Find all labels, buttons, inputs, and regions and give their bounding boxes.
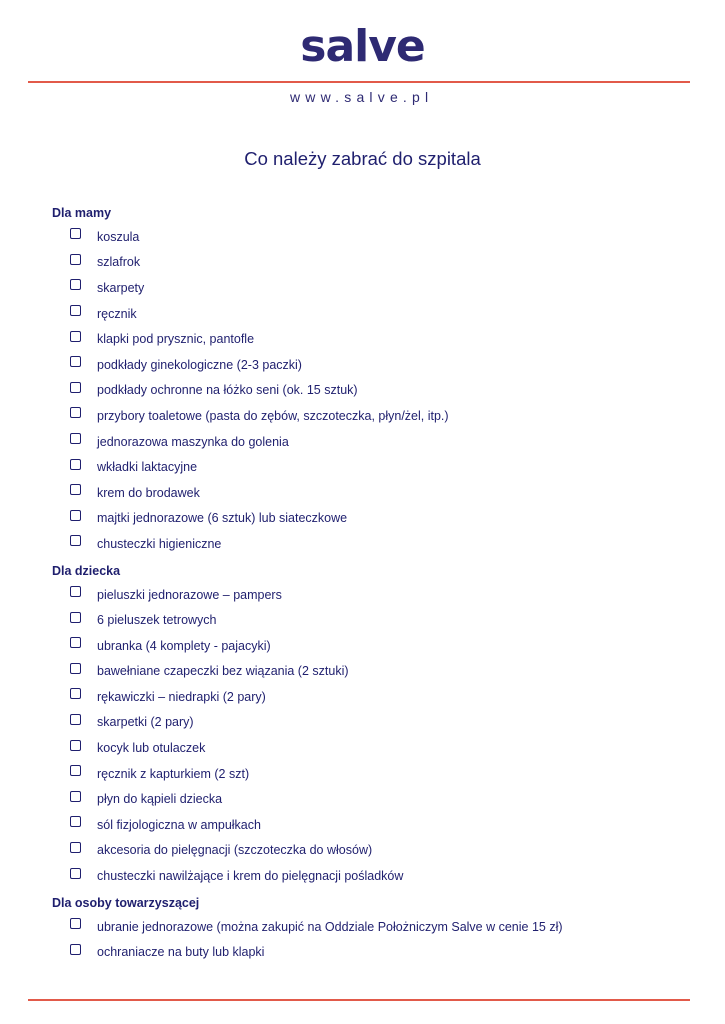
- checklist-item[interactable]: [52, 812, 692, 838]
- salve-logo: salve: [300, 21, 425, 72]
- checklist-item[interactable]: [52, 454, 692, 480]
- item-label: ręcznik: [97, 306, 137, 321]
- item-label: rękawiczki – niedrapki (2 pary): [97, 689, 266, 704]
- checklist-item[interactable]: [52, 403, 692, 429]
- checkbox-icon[interactable]: [70, 433, 81, 444]
- checkbox-icon[interactable]: [70, 254, 81, 265]
- checkbox-icon[interactable]: [70, 612, 81, 623]
- checklist-item[interactable]: [52, 786, 692, 812]
- item-label: bawełniane czapeczki bez wiązania (2 sztuki): [97, 664, 349, 679]
- checkbox-icon[interactable]: [70, 228, 81, 239]
- checklist-item[interactable]: [52, 301, 692, 327]
- checklist-item[interactable]: [52, 761, 692, 787]
- checkbox-icon[interactable]: [70, 535, 81, 546]
- checkbox-icon[interactable]: [70, 586, 81, 597]
- checkbox-icon[interactable]: [70, 663, 81, 674]
- checklist-item[interactable]: [52, 838, 692, 864]
- item-label: chusteczki higieniczne: [97, 536, 222, 551]
- checkbox-icon[interactable]: [70, 356, 81, 367]
- item-label: podkłady ochronne na łóżko seni (ok. 15 sztuk): [97, 383, 358, 398]
- item-label: ubranie jednorazowe (można zakupić na Oddziale Położniczym Salve w cenie 15 zł): [97, 919, 563, 934]
- item-label: ubranka (4 komplety - pajacyki): [97, 638, 271, 653]
- checkbox-icon[interactable]: [70, 918, 81, 929]
- item-label: podkłady ginekologiczne (2-3 paczki): [97, 357, 302, 372]
- section-heading-dziecko: Dla dziecka: [52, 563, 121, 578]
- item-label: sól fizjologiczna w ampułkach: [97, 817, 261, 832]
- item-label: płyn do kąpieli dziecka: [97, 792, 223, 807]
- checklist-item[interactable]: [52, 710, 692, 736]
- footer-divider: [28, 999, 690, 1001]
- checkbox-icon[interactable]: [70, 791, 81, 802]
- item-label: szlafrok: [97, 255, 141, 270]
- checkbox-icon[interactable]: [70, 765, 81, 776]
- checkbox-icon[interactable]: [70, 305, 81, 316]
- item-label: chusteczki nawilżające i krem do pielęgnacji pośladków: [97, 869, 404, 884]
- checklist-item[interactable]: [52, 684, 692, 710]
- checkbox-icon[interactable]: [70, 382, 81, 393]
- section-heading-mama: Dla mamy: [52, 206, 112, 220]
- header-divider: [28, 81, 690, 83]
- item-label: skarpety: [97, 280, 145, 295]
- item-label: akcesoria do pielęgnacji (szczoteczka do włosów): [97, 843, 373, 858]
- item-label: ręcznik z kapturkiem (2 szt): [97, 766, 250, 781]
- checkbox-icon[interactable]: [70, 688, 81, 699]
- checklist-item[interactable]: [52, 224, 692, 250]
- checkbox-icon[interactable]: [70, 842, 81, 853]
- checklist-item[interactable]: [52, 250, 692, 276]
- checklist-item[interactable]: [52, 607, 692, 633]
- item-label: krem do brodawek: [97, 485, 200, 500]
- checklist-item[interactable]: [52, 633, 692, 659]
- checkbox-icon[interactable]: [70, 459, 81, 470]
- item-label: kocyk lub otulaczek: [97, 741, 206, 756]
- website-url[interactable]: www.salve.pl: [290, 89, 434, 105]
- item-label: koszula: [97, 229, 140, 244]
- checkbox-icon[interactable]: [70, 740, 81, 751]
- checklist-item[interactable]: [52, 659, 692, 685]
- checklist-item[interactable]: [52, 506, 692, 532]
- item-label: klapki pod prysznic, pantofle: [97, 332, 255, 347]
- checklist: [52, 203, 692, 965]
- checklist-item[interactable]: [52, 531, 692, 557]
- item-label: jednorazowa maszynka do golenia: [97, 434, 289, 449]
- checkbox-icon[interactable]: [70, 868, 81, 879]
- checklist-item[interactable]: [52, 939, 692, 965]
- checklist-item[interactable]: [52, 275, 692, 301]
- item-label: pieluszki jednorazowe – pampers: [97, 587, 282, 602]
- checklist-item[interactable]: [52, 735, 692, 761]
- checklist-item[interactable]: [52, 378, 692, 404]
- checkbox-icon[interactable]: [70, 637, 81, 648]
- item-label: przybory toaletowe (pasta do zębów, szczoteczka, płyn/żel, itp.): [97, 408, 449, 423]
- item-label: 6 pieluszek tetrowych: [97, 613, 217, 628]
- checkbox-icon[interactable]: [70, 714, 81, 725]
- checkbox-icon[interactable]: [70, 331, 81, 342]
- checklist-item[interactable]: [52, 352, 692, 378]
- checklist-item[interactable]: [52, 863, 692, 889]
- checklist-item[interactable]: [52, 429, 692, 455]
- checkbox-icon[interactable]: [70, 510, 81, 521]
- checklist-item[interactable]: [52, 480, 692, 506]
- checklist-item[interactable]: [52, 326, 692, 352]
- document-title: Co należy zabrać do szpitala: [244, 148, 481, 169]
- item-label: ochraniacze na buty lub klapki: [97, 945, 265, 960]
- item-label: majtki jednorazowe (6 sztuk) lub siateczkowe: [97, 511, 348, 526]
- checkbox-icon[interactable]: [70, 944, 81, 955]
- checklist-item[interactable]: [52, 582, 692, 608]
- section-heading-osoba-towarzyszaca: Dla osoby towarzyszącej: [52, 895, 200, 910]
- checkbox-icon[interactable]: [70, 484, 81, 495]
- item-label: skarpetki (2 pary): [97, 715, 194, 730]
- item-label: wkładki laktacyjne: [97, 460, 198, 475]
- checklist-item[interactable]: [52, 914, 692, 940]
- checkbox-icon[interactable]: [70, 279, 81, 290]
- checkbox-icon[interactable]: [70, 816, 81, 827]
- checkbox-icon[interactable]: [70, 407, 81, 418]
